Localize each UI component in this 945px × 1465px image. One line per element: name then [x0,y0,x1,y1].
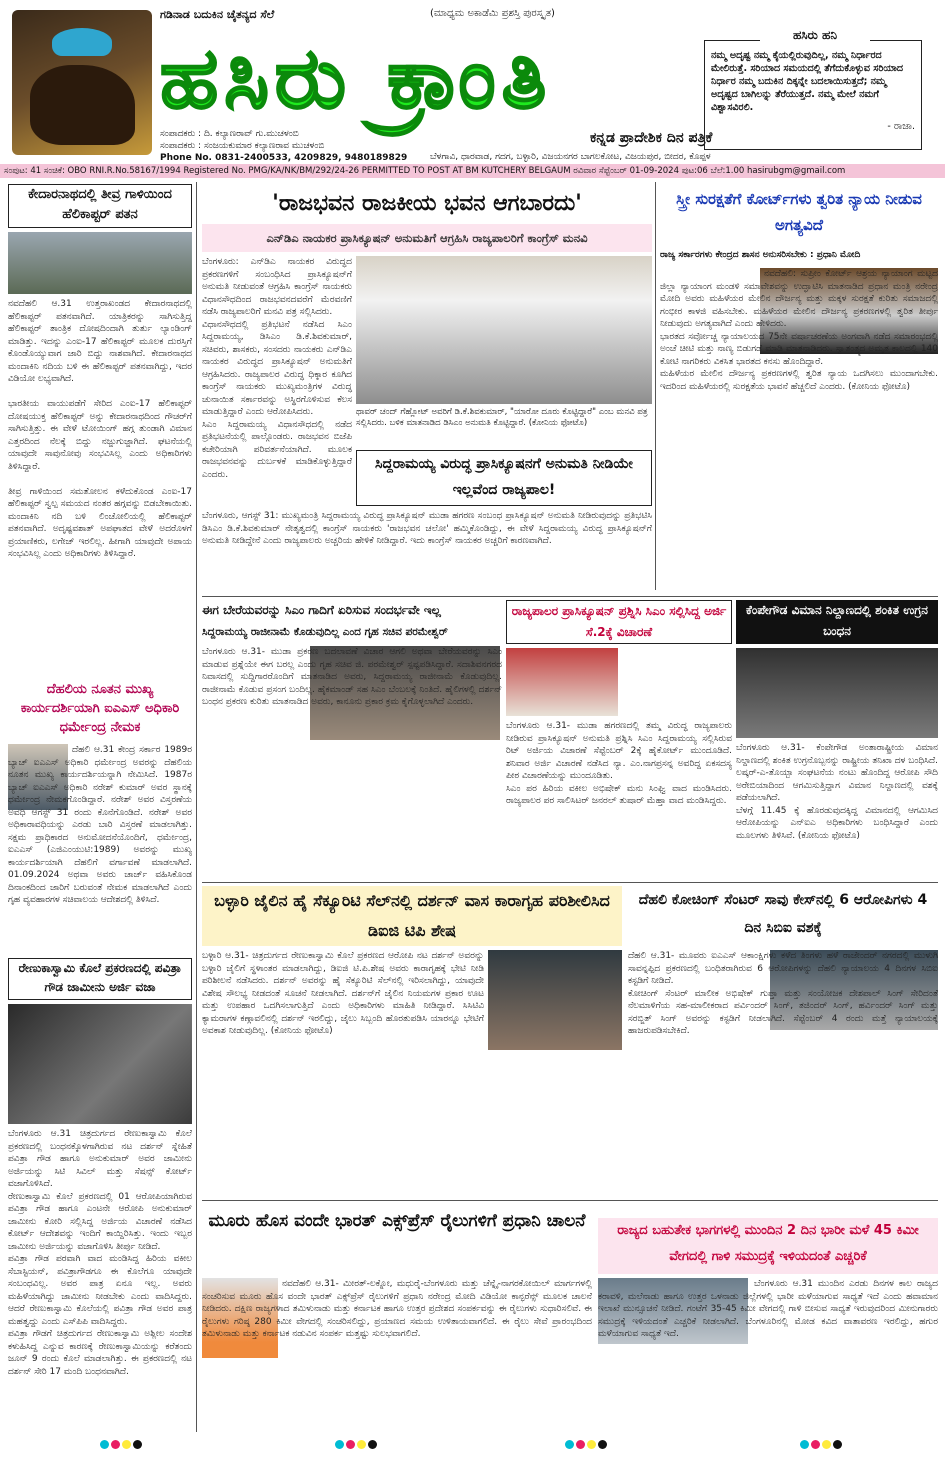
editor-line: ಸಂಪಾದಕರು : ದಿ. ಕಲ್ಯಾಣರಾವ್ ಗು.ಮುಚಳಂಬಿ [160,129,299,139]
thought-author: - ರಾಜಾ. [887,121,915,132]
vande-bharat-article: ನವದೆಹಲಿ ಆ.31- ಮೀರತ್-ಲಕ್ನೋ, ಮಧುರೈ-ಬೆಂಗಳೂರು ಮತ್ತು ಚೆನ್ನೈ-ನಾಗರಕೋಯಿಲ್ ಮಾರ್ಗಗಳಲ್ಲಿ ಸಂಚರಿಸುವ ಮೂರು ಹೊಸ ವಂದೇ ಭಾರತ್ ಎಕ್ಸ್‌ಪ್ರೆಸ್ ರೈಲುಗಳಿಗೆ ಪ್ರಧಾನಿ ನರೇಂದ್ರ ಮೋದಿ ವಿಡಿಯೋ ಕಾನ್ಫರೆನ್ಸ್ ಮೂಲಕ ಚಾಲನೆ ನೀಡಿದರು. ದಕ್ಷಿಣ ರಾಜ್ಯಗಳಾದ ತಮಿಳುನಾಡು ಮತ್ತು ಕರ್ನಾಟಕ ಹಾಗೂ ಉತ್ತರ ಪ್ರದೇಶದ ಸಂಪರ್ಕವನ್ನು ಈ ರೈಲುಗಳು ಸುಧಾರಿಸಲಿವೆ. ಈ ರೈಲುಗಳು ಗರಿಷ್ಠ 280 ಕಿಮೀ ವೇಗದಲ್ಲಿ ಸಂಚರಿಸಲಿದ್ದು, ಪ್ರಯಾಣದ ಸಮಯ ಉಳಿತಾಯವಾಗಲಿದೆ. ಈ ರೈಲು ಸೇವೆ ಪ್ರಾರಂಭದಿಂದ ತಮಿಳುನಾಡು ಮತ್ತು ಕರ್ನಾಟಕ ನಡುವಿನ ಸಂಪರ್ಕ ಮತ್ತಷ್ಟು ಸುಲಭವಾಗಲಿದೆ. [202,1279,592,1339]
darshan-jail-article: ಬಳ್ಳಾರಿ ಆ.31- ಚಿತ್ರದುರ್ಗದ ರೇಣುಕಾಸ್ವಾಮಿ ಕೊಲೆ ಪ್ರಕರಣದ ಆರೋಪಿ ನಟ ದರ್ಶನ್ ಅವರನ್ನು ಬಳ್ಳಾರಿ ಜೈಲಿಗೆ ಸ್ಥಳಾಂತರ ಮಾಡಲಾಗಿದ್ದು, ಡಿಐಜಿ ಟಿ.ಪಿ.ಶೇಷ ಅವರು ಕಾರಾಗೃಹಕ್ಕೆ ಭೇಟಿ ನೀಡಿ ಪರಿಶೀಲನೆ ನಡೆಸಿದರು. ದರ್ಶನ್ ಅವರನ್ನು ಹೈ ಸೆಕ್ಯೂರಿಟಿ ಸೆಲ್‌ನಲ್ಲಿ ಇರಿಸಲಾಗಿದ್ದು, ಯಾವುದೇ ವಿಶೇಷ ಸೌಲಭ್ಯ ನೀಡದಂತೆ ಸೂಚನೆ ನೀಡಲಾಗಿದೆ. ದರ್ಶನ್‌ಗೆ ಜೈಲಿನ ನಿಯಮಗಳ ಪ್ರಕಾರ ಊಟ ಮತ್ತು ಉಪಹಾರ ಒದಗಿಸಲಾಗುತ್ತಿದೆ ಎಂದು ಅಧಿಕಾರಿಗಳು ಮಾಹಿತಿ ನೀಡಿದ್ದಾರೆ. ಸಿಸಿಟಿವಿ ಕ್ಯಾಮರಾಗಳ ಕಣ್ಗಾವಲಿನಲ್ಲಿ ದರ್ಶನ್ ಇರಲಿದ್ದು, ಜೈಲು ಸಿಬ್ಬಂದಿ ಹೊರತುಪಡಿಸಿ ಯಾರನ್ನೂ ಭೇಟಿಗೆ ಅವಕಾಶ ನೀಡುವುದಿಲ್ಲ. (ಕೋನಿಯ ಫೋಟೊ) [202,951,484,1036]
parameshwar-article: ಬೆಂಗಳೂರು ಆ.31- ಮುಡಾ ಪ್ರಕರಣ ಬದಲಾವಣೆ ವಿಚಾರ ಆಗಲಿ ಅಥವಾ ಬೇರೆಯವರನ್ನು ಸಿಎಂ ಮಾಡುವ ಪ್ರಶ್ನೆಯೇ ಈಗ ಬರಲ್ಲ ಎಂದು ಗೃಹ ಸಚಿವ ಜಿ. ಪರಮೇಶ್ವರ್ ಸ್ಪಷ್ಟಪಡಿಸಿದ್ದಾರೆ. ಸದಾಶಿವನಗರದ ನಿವಾಸದಲ್ಲಿ ಸುದ್ದಿಗಾರರೊಂದಿಗೆ ಮಾತನಾಡಿದ ಅವರು, ಸಿದ್ದರಾಮಯ್ಯ ರಾಜೀನಾಮೆ ಕೊಡುವುದಿಲ್ಲ. ರಾಜೀನಾಮೆ ಕೊಡುವ ಪ್ರಸಂಗ ಬಂದಿಲ್ಲ. ಹೈಕಮಾಂಡ್ ಸಹ ಸಿಎಂ ಬೆಂಬಲಕ್ಕೆ ನಿಂತಿದೆ. ಹೈಲಿಗಳಲ್ಲಿ ದರ್ಶನ್ ಬಂಧನ ಪ್ರಕರಣ ಕುರಿತು ಮಾತನಾಡಿದ ಅವರು, ಕಾನೂನು ಪ್ರಕಾರ ಕ್ರಮ ಕೈಗೊಳ್ಳಲಾಗಿದೆ ಎಂದರು. [202,647,502,707]
cyan-dot [100,1440,109,1449]
thought-text: ನಮ್ಮ ಅದೃಷ್ಟ ನಮ್ಮ ಕೈಯಲ್ಲಿರುವುದಿಲ್ಲ, ನಮ್ಮ ನಿರ್ಧಾರದ ಮೇಲಿರುತ್ತೆ. ಸರಿಯಾದ ಸಮಯದಲ್ಲಿ ತೆಗೆದುಕೊಳ್ಳುವ ಸರಿಯಾದ ನಿರ್ಧಾರ ನಮ್ಮ ಬದುಕಿನ ದಿಕ್ಕನ್ನೇ ಬದಲಾಯಿಸುತ್ತದೆ; ನಮ್ಮ ಅದೃಷ್ಟದ ಬಾಗಿಲನ್ನು ತೆರೆಯುತ್ತದೆ. ನಮ್ಮ ಮೇಲೆ ನಮಗೆ ವಿಶ್ವಾಸವಿರಲಿ. [711,50,904,113]
registration-marks [100,1440,142,1450]
phone-line: Phone No. 0831-2400533, 4209829, 9480189829 [160,153,408,163]
lead-subhead: ಎನ್‌ಡಿಎ ನಾಯಕರ ಪ್ರಾಸಿಕ್ಯೂಷನ್ ಅನುಮತಿಗೆ ಆಗ್ರಹಿಸಿ ರಾಜ್ಯಪಾಲರಿಗೆ ಕಾಂಗ್ರೆಸ್ ಮನವಿ [202,224,652,252]
lead-article: ಬೆಂಗಳೂರು: ಎನ್‌ಡಿಎ ನಾಯಕರ ವಿರುದ್ಧದ ಪ್ರಕರಣಗಳಿಗೆ ಸಂಬಂಧಿಸಿದ ಪ್ರಾಸಿಕ್ಯೂಷನ್‌ಗೆ ಅನುಮತಿ ನೀಡುವಂತೆ ಆಗ್ರಹಿಸಿ ಕಾಂಗ್ರೆಸ್ ನಾಯಕರು ವಿಧಾನಸೌಧದಿಂದ ರಾಜಭವನದವರೆಗೆ ಮೆರವಣಿಗೆ ನಡೆಸಿ ರಾಜ್ಯಪಾಲರಿಗೆ ಮನವಿ ಪತ್ರ ಸಲ್ಲಿಸಿದರು. ವಿಧಾನಸೌಧದಲ್ಲಿ ಪ್ರತಿಭಟನೆ ನಡೆಸಿದ ಸಿಎಂ ಸಿದ್ದರಾಮಯ್ಯ, ಡಿಸಿಎಂ ಡಿ.ಕೆ.ಶಿವಕುಮಾರ್, ಸಚಿವರು, ಶಾಸಕರು, ಸಂಸದರು ನಾಯಕರು ಎನ್‌ಡಿಎ ನಾಯಕರ ವಿರುದ್ಧದ ಪ್ರಾಸಿಕ್ಯೂಷನ್ ಅನುಮತಿಗೆ ಆಗ್ರಹಿಸಿದರು. ರಾಜ್ಯಪಾಲರ ವಿರುದ್ಧ ಧಿಕ್ಕಾರ ಕೂಗಿದ ಕಾಂಗ್ರೆಸ್ ನಾಯಕರು ಮುಖ್ಯಮಂತ್ರಿಗಳ ವಿರುದ್ಧ ಚುನಾಯಿತ ಸರ್ಕಾರವನ್ನು ಅಸ್ಥಿರಗೊಳಿಸುವ ಕೆಲಸ ಮಾಡುತ್ತಿದ್ದಾರೆ ಎಂದು ಆರೋಪಿಸಿದರು. ಸಿಎಂ ಸಿದ್ದರಾಮಯ್ಯ ವಿಧಾನಸೌಧದಲ್ಲಿ ನಡೆದ ಪ್ರತಿಭಟನೆಯಲ್ಲಿ ಪಾಲ್ಗೊಂಡರು. ರಾಜಭವನ ಬಿಜೆಪಿ ಕಚೇರಿಯಾಗಿ ಪರಿವರ್ತನೆಯಾಗಿದೆ. ಮೂಲಕ ರಾಜಭವನವನ್ನು ದುರ್ಬಳಕೆ ಮಾಡಿಕೊಳ್ಳುತ್ತಿದ್ದಾರೆ ಎಂದರು. [202,257,352,480]
section-divider [202,1200,938,1201]
magenta-dot [111,1440,120,1449]
masthead-tagline: ಗಡಿನಾಡ ಬದುಕಿನ ಚೈತನ್ಯದ ಸೆಲೆ [160,8,275,21]
darshan-jail-headline: ಬಳ್ಳಾರಿ ಜೈಲಿನ ಹೈ ಸೆಕ್ಯೂರಿಟಿ ಸೆಲ್‌ನಲ್ಲಿ ದರ್ಶನ್ ವಾಸ ಕಾರಾಗೃಹ ಪರಿಶೀಲಿಸಿದ ಡಿಐಜಿ ಟಿಪಿ ಶೇಷ [202,886,622,946]
newspaper-title: ಹಸಿರು ಕ್ರಾಂತಿ [160,29,553,127]
coaching-centre-article: ದೆಹಲಿ ಆ.31- ಮೂವರು ಐಎಎಸ್ ಆಕಾಂಕ್ಷಿಗಳು ಕಳೆದ ತಿಂಗಳು ಹಳೆ ರಾಜೇಂದರ್ ನಗರದಲ್ಲಿ ಮುಳುಗಿ ಸಾವನ್ನಪ್ಪಿದ ಪ್ರಕರಣದಲ್ಲಿ ಬಂಧಿತರಾಗಿರುವ 6 ಆರೋಪಿಗಳನ್ನು ದೆಹಲಿ ನ್ಯಾಯಾಲಯ 4 ದಿನಗಳ ಸಿಬಿಐ ಕಸ್ಟಡಿಗೆ ನೀಡಿದೆ. ಕೋಚಿಂಗ್ ಸೆಂಟರ್ ಮಾಲೀಕ ಅಭಿಷೇಕ್ ಗುಪ್ತಾ ಮತ್ತು ಸಂಯೋಜಕ ದೇಶಪಾಲ್ ಸಿಂಗ್ ಸೇರಿದಂತೆ ನೆಲಮಾಳಿಗೆಯ ಸಹ-ಮಾಲೀಕರಾದ ಪರ್ವಿಂದರ್ ಸಿಂಗ್, ತಜಿಂದರ್ ಸಿಂಗ್, ಹರ್ವಿಂದರ್ ಸಿಂಗ್ ಮತ್ತು ಸರಬ್ಜಿತ್ ಸಿಂಗ್ ಅವರನ್ನು ಕಸ್ಟಡಿಗೆ ನೀಡಲಾಗಿದೆ. ಸೆಪ್ಟೆಂಬರ್ 4 ರಂದು ಮತ್ತೆ ನ್ಯಾಯಾಲಯಕ್ಕೆ ಹಾಜರುಪಡಿಸಬೇಕಿದೆ. [628,951,938,1036]
siddaramaiah-photo [506,648,618,716]
award-line: (ಮಾಧ್ಯಮ ಅಕಾಡೆಮಿ ಪ್ರಶಸ್ತಿ ಪುರಸ್ಕೃತ) [430,8,555,19]
delhi-cs-article: ದೆಹಲಿ ಆ.31 ಕೇಂದ್ರ ಸರ್ಕಾರ 1989ರ ಬ್ಯಾಚ್ ಐಎಎಸ್ ಅಧಿಕಾರಿ ಧರ್ಮೇಂದ್ರ ಅವರನ್ನು ದೆಹಲಿಯ ನೂತನ ಮುಖ್ಯ ಕಾರ್ಯದರ್ಶಿಯನ್ನಾಗಿ ನೇಮಿಸಿದೆ. 1987ರ ಬ್ಯಾಚ್ ಐಎಎಸ್ ಅಧಿಕಾರಿ ನರೇಶ್ ಕುಮಾರ್ ಅವರ ಸ್ಥಾನಕ್ಕೆ ಧರ್ಮೇಂದ್ರ ನೇಮಕಗೊಂಡಿದ್ದಾರೆ. ನರೇಶ್ ಅವರ ವಿಸ್ತರಣೆಯ ಅವಧಿ ಆಗಸ್ಟ್ 31 ರಂದು ಕೊನೆಗೊಂಡಿದೆ. ನರೇಶ್ ಅವರ ಅಧಿಕಾರಾವಧಿಯನ್ನು ಎರಡು ಬಾರಿ ವಿಸ್ತರಣೆ ಮಾಡಲಾಗಿತ್ತು. ಸಕ್ಷಮ ಪ್ರಾಧಿಕಾರದ ಅನುಮೋದನೆಯೊಂದಿಗೆ, ಧರ್ಮೇಂದ್ರ, ಐಎಎಸ್ (ಎಜಿಎಂಯುಟಿ:1989) ಅವರನ್ನು ಮುಖ್ಯ ಕಾರ್ಯದರ್ಶಿಯಾಗಿ ದೆಹಲಿಗೆ ವರ್ಗಾವಣೆ ಮಾಡಲಾಗಿದೆ. 01.09.2024 ಅಥವಾ ಅವರು ಚಾರ್ಜ್ ವಹಿಸಿಕೊಂಡ ದಿನಾಂಕದಿಂದ ಜಾರಿಗೆ ಬರುವಂತೆ ನೇಮಕ ಮಾಡಲಾಗಿದೆ ಎಂದು ಗೃಹ ವ್ಯವಹಾರಗಳ ಸಚಿವಾಲಯ ಆದೇಶದಲ್ಲಿ ತಿಳಿಸಿದೆ. [8,745,192,905]
editor-block [160,128,407,164]
rain-article: ಬೆಂಗಳೂರು ಆ.31 ಮುಂದಿನ ಎರಡು ದಿನಗಳ ಕಾಲ ರಾಜ್ಯದ ಕರಾವಳಿ, ಮಲೆನಾಡು ಹಾಗೂ ಉತ್ತರ ಒಳನಾಡು ಜಿಲ್ಲೆಗಳಲ್ಲಿ ಭಾರೀ ಮಳೆಯಾಗುವ ಸಾಧ್ಯತೆ ಇದೆ ಎಂದು ಹವಾಮಾನ ಇಲಾಖೆ ಮುನ್ಸೂಚನೆ ನೀಡಿದೆ. ಗಂಟೆಗೆ 35-45 ಕಿಮೀ ವೇಗದಲ್ಲಿ ಗಾಳಿ ಬೀಸುವ ಸಾಧ್ಯತೆ ಇರುವುದರಿಂದ ಮೀನುಗಾರರು ಸಮುದ್ರಕ್ಕೆ ಇಳಿಯದಂತೆ ಎಚ್ಚರಿಕೆ ನೀಡಲಾಗಿದೆ. ಬೆಂಗಳೂರಿನಲ್ಲಿ ಮೋಡ ಕವಿದ ವಾತಾವರಣ ಇರಲಿದ್ದು, ಹಗುರ ಮಳೆಯಾಗುವ ಸಾಧ್ಯತೆ ಇದೆ. [598,1279,938,1339]
helicopter-headline: ಕೇದಾರನಾಥದಲ್ಲಿ ತೀವ್ರ ಗಾಳಿಯಿಂದ ಹೆಲಿಕಾಪ್ಟರ್ ಪತನ [8,184,192,228]
pavitra-bail-headline: ರೇಣುಕಾಸ್ವಾಮಿ ಕೊಲೆ ಪ್ರಕರಣದಲ್ಲಿ ಪವಿತ್ರಾ ಗೌಡ ಜಾಮೀನು ಅರ್ಜಿ ವಜಾ [8,958,192,1000]
nia-photo [736,648,938,738]
women-safety-article: ನವದೆಹಲಿ: ಸುಪ್ರೀಂ ಕೋರ್ಟ್ ಆಶ್ರಯ ನ್ಯಾಯಾಂಗ ಮಟ್ಟದ ಜಿಲ್ಲಾ ನ್ಯಾಯಾಂಗ ಮಂಡಳಿ ಸಮಾವೇಶವನ್ನು ಉದ್ಘಾಟಿಸಿ ಮಾತನಾಡಿದ ಪ್ರಧಾನ ಮಂತ್ರಿ ನರೇಂದ್ರ ಮೋದಿ ಅವರು ಮಹಿಳೆಯರ ಮೇಲಿನ ದೌರ್ಜನ್ಯ ಮತ್ತು ಮಕ್ಕಳ ಸುರಕ್ಷತೆ ಕುರಿತು ಸಮಾಜದಲ್ಲಿ ಗಂಭೀರ ಕಾಳಜಿ ವಹಿಸಬೇಕು. ಮಹಿಳೆಯರ ಮೇಲಿನ ದೌರ್ಜನ್ಯ ಪ್ರಕರಣಗಳಲ್ಲಿ ತ್ವರಿತ ತೀರ್ಪು ನೀಡುವುದು ಅಗತ್ಯವಾಗಿದೆ ಎಂದು ಹೇಳಿದರು. ಭಾರತದ ಸರ್ವೋಚ್ಚ ನ್ಯಾಯಾಲಯದ 75ನೇ ವರ್ಷಾಚರಣೆಯ ಅಂಗವಾಗಿ ನಡೆದ ಸಮಾರಂಭದಲ್ಲಿ ಅಂಚೆ ಚೀಟಿ ಮತ್ತು ನಾಣ್ಯ ಬಿಡುಗಡೆ ಮಾಡಿ ಮಾತನಾಡಿದರು. ಸ್ವಾತಂತ್ರ್ಯದ ಅಮೃತ ಕಾಲದಲ್ಲಿ 140 ಕೋಟಿ ನಾಗರಿಕರು ವಿಕಸಿತ ಭಾರತದ ಕನಸು ಹೊಂದಿದ್ದಾರೆ. ಮಹಿಳೆಯರ ಮೇಲಿನ ದೌರ್ಜನ್ಯ ಪ್ರಕರಣಗಳಲ್ಲಿ ತ್ವರಿತ ನ್ಯಾಯ ಒದಗಿಸಲು ಮುಂದಾಗಬೇಕು. ಇದರಿಂದ ಮಹಿಳೆಯರಲ್ಲಿ ಸುರಕ್ಷತೆಯ ಭಾವನೆ ಹೆಚ್ಚಲಿದೆ ಎಂದರು. (ಕೋನಿಯ ಫೋಟೊ) [660,269,938,392]
yellow-dot [122,1440,131,1449]
helicopter-article: ನವದೆಹಲಿ ಆ.31 ಉತ್ತರಾಖಂಡದ ಕೇದಾರನಾಥದಲ್ಲಿ ಹೆಲಿಕಾಪ್ಟರ್ ಪತನವಾಗಿದೆ. ಯಾತ್ರಿಕರನ್ನು ಸಾಗಿಸುತ್ತಿದ್ದ ಹೆಲಿಕಾಪ್ಟರ್ ತಾಂತ್ರಿಕ ದೋಷದಿಂದಾಗಿ ತುರ್ತು ಲ್ಯಾಂಡಿಂಗ್ ಮಾಡಿತ್ತು. ಇದನ್ನು ಎಂಐ-17 ಹೆಲಿಕಾಪ್ಟರ್ ಮೂಲಕ ದುರಸ್ತಿಗೆ ಕೊಂಡೊಯ್ಯುವಾಗ ಜಾರಿ ಬಿದ್ದು ನಾಶವಾಗಿದೆ. ಕೇದಾರನಾಥದ ಮಂದಾಕಿನಿ ನದಿಯ ಬಳಿ ಈ ಹೆಲಿಕಾಪ್ಟರ್ ಪತನವಾಗಿದ್ದು, ಇದರ ವಿಡಿಯೋ ಲಭ್ಯವಾಗಿದೆ. ಭಾರತೀಯ ವಾಯುಪಡೆಗೆ ಸೇರಿದ ಎಂಐ-17 ಹೆಲಿಕಾಪ್ಟರ್ ದೋಷಯುಕ್ತ ಹೆಲಿಕಾಪ್ಟರ್ ಅನ್ನು ಕೇದಾರನಾಥದಿಂದ ಗೌಚರ್‌ಗೆ ಸಾಗಿಸುತ್ತಿತ್ತು. ಈ ವೇಳೆ ಟೋಯಿಂಗ್ ಹಗ್ಗ ತುಂಡಾಗಿ ವಿಮಾನ ಎತ್ತರದಿಂದ ನೆಲಕ್ಕೆ ಬಿದ್ದು ನಜ್ಜುಗುಜ್ಜಾಗಿದೆ. ಘಟನೆಯಲ್ಲಿ ಯಾವುದೇ ಸಾವುನೋವು ಸಂಭವಿಸಿಲ್ಲ ಎಂದು ಅಧಿಕಾರಿಗಳು ತಿಳಿಸಿದ್ದಾರೆ. ತೀವ್ರ ಗಾಳಿಯಿಂದ ಸಮತೋಲನ ಕಳೆದುಕೊಂಡ ಎಂಐ-17 ಹೆಲಿಕಾಪ್ಟರ್ ಸ್ವಲ್ಪ ಸಮಯದ ನಂತರ ಹಗ್ಗವನ್ನು ಬಿಡಬೇಕಾಯಿತು. ಮಂದಾಕಿನಿ ನದಿ ಬಳಿ ಲಿಂಚೋಲಿಯಲ್ಲಿ ಹೆಲಿಕಾಪ್ಟರ್ ಪತನವಾಗಿದೆ. ಅದೃಷ್ಟವಶಾತ್ ಅಪಘಾತದ ವೇಳೆ ಅದರೊಳಗೆ ಪ್ರಯಾಣಿಕರು, ಲಗೇಜ್ ಇರಲಿಲ್ಲ. ಹೀಗಾಗಿ ಯಾವುದೇ ಅಪಾಯ ಸಂಭವಿಸಿಲ್ಲ ಎಂದು ಅಧಿಕಾರಿಗಳು ತಿಳಿಸಿದ್ದಾರೆ. [8,299,192,559]
horse-shape [30,65,135,145]
info-bar: ಸಂಪುಟ: 41 ಸಂಚಿಕೆ: OBO RNI.R.No.58167/1994 Registered No. PMG/KA/NK/BM/292/24-26 PERMITTED TO POST AT BM KUTCHERY BELGAUM ರವಿವಾರ ಸೆಪ್ಟೆಂಬರ್ 01-09-2024 ಪುಟ:06 ಬೆಲೆ:1.00 hasirubgm@gmail.com [0,164,945,178]
horse-rider-logo [12,10,152,155]
column-divider [196,182,197,1432]
black-dot [598,1440,607,1449]
vande-bharat-headline: ಮೂರು ಹೊಸ ವಂದೇ ಭಾರತ್ ಎಕ್ಸ್‌ಪ್ರೆಸ್ ರೈಲುಗಳಿಗೆ ಪ್ರಧಾನಿ ಚಾಲನೆ [208,1211,586,1231]
pavitra-bail-article: ಬೆಂಗಳೂರು ಆ.31 ಚಿತ್ರದುರ್ಗದ ರೇಣುಕಾಸ್ವಾಮಿ ಕೊಲೆ ಪ್ರಕರಣದಲ್ಲಿ ಬಂಧನಕ್ಕೊಳಗಾಗಿರುವ ನಟ ದರ್ಶನ್ ಸ್ನೇಹಿತೆ ಪವಿತ್ರಾ ಗೌಡ ಹಾಗೂ ಅನುಕುಮಾರ್ ಅವರ ಜಾಮೀನು ಅರ್ಜಿಯನ್ನು ಸಿಟಿ ಸಿವಿಲ್ ಮತ್ತು ಸೆಷನ್ಸ್ ಕೋರ್ಟ್ ವಜಾಗೊಳಿಸಿದೆ. ರೇಣುಕಾಸ್ವಾಮಿ ಕೊಲೆ ಪ್ರಕರಣದಲ್ಲಿ 01 ಆರೋಪಿಯಾಗಿರುವ ಪವಿತ್ರಾ ಗೌಡ ಹಾಗೂ ಎಂಟನೇ ಆರೋಪಿ ಅನುಕುಮಾರ್ ಜಾಮೀನು ಕೋರಿ ಸಲ್ಲಿಸಿದ್ದ ಅರ್ಜಿಯ ವಿಚಾರಣೆ ನಡೆಸಿದ ಕೋರ್ಟ್ ಆದೇಶವನ್ನು ಇಂದಿಗೆ ಕಾಯ್ದಿರಿಸಿತ್ತು. ಇಂದು ಇಬ್ಬರ ಜಾಮೀನು ಅರ್ಜಿಯನ್ನು ವಜಾಗೊಳಿಸಿ ತೀರ್ಪು ನೀಡಿದೆ. ಪವಿತ್ರಾ ಗೌಡ ಪರವಾಗಿ ವಾದ ಮಂಡಿಸಿದ್ದ ಹಿರಿಯ ವಕೀಲ ಸೆಬಾಸ್ಟಿಯನ್, ಪವಿತ್ರಾಗೌಡಗೂ ಈ ಕೊಲೆಗೂ ಯಾವುದೇ ಸಂಬಂಧವಿಲ್ಲ. ಅವರ ಪಾತ್ರ ಏನೂ ಇಲ್ಲ. ಅವರು ಮಹಿಳೆಯಾಗಿದ್ದು ಜಾಮೀನು ನೀಡಬೇಕು ಎಂದು ವಾದಿಸಿದ್ದರು. ಆದರೆ ರೇಣುಕಾಸ್ವಾಮಿ ಕೊಲೆಯಲ್ಲಿ ಪವಿತ್ರಾ ಗೌಡ ಅವರ ಪಾತ್ರ ಮಹತ್ವದ್ದು ಎಂದು ಎಸ್‌ಪಿಪಿ ವಾದಿಸಿದ್ದರು. ಪವಿತ್ರಾ ಗೌಡಗೆ ಚಿತ್ರದುರ್ಗದ ರೇಣುಕಾಸ್ವಾಮಿ ಅಶ್ಲೀಲ ಸಂದೇಶ ಕಳುಹಿಸಿದ್ದ ಎನ್ನುವ ಕಾರಣಕ್ಕೆ ರೇಣುಕಾಸ್ವಾಮಿಯನ್ನು ಕರೆತಂದು ಜೂನ್ 9 ರಂದು ಕೊಲೆ ಮಾಡಲಾಗಿತ್ತು. ಈ ಪ್ರಕರಣದಲ್ಲಿ ನಟ ದರ್ಶನ್ ಸೇರಿ 17 ಮಂದಿ ಬಂಧನವಾಗಿದೆ. [8,1129,192,1377]
rider-figure [52,28,112,56]
rajbhavan-photo [356,256,652,404]
delhi-cs-headline: ದೆಹಲಿಯ ನೂತನ ಮುಖ್ಯ ಕಾರ್ಯದರ್ಶಿಯಾಗಿ ಐಎಎಸ್ ಅಧಿಕಾರಿ ಧರ್ಮೇಂದ್ರ ನೇಮಕ [20,682,180,735]
high-court-article: ಬೆಂಗಳೂರು ಆ.31- ಮುಡಾ ಹಗರಣದಲ್ಲಿ ತಮ್ಮ ವಿರುದ್ಧ ರಾಜ್ಯಪಾಲರು ನೀಡಿರುವ ಪ್ರಾಸಿಕ್ಯೂಷನ್ ಅನುಮತಿ ಪ್ರಶ್ನಿಸಿ ಸಿಎಂ ಸಿದ್ದರಾಮಯ್ಯ ಸಲ್ಲಿಸಿರುವ ರಿಟ್ ಅರ್ಜಿಯ ವಿಚಾರಣೆ ಸೆಪ್ಟೆಂಬರ್ 2ಕ್ಕೆ ಹೈಕೋರ್ಟ್ ಮುಂದೂಡಿದೆ. ಶನಿವಾರ ಅರ್ಜಿ ವಿಚಾರಣೆ ನಡೆಸಿದ ನ್ಯಾ. ಎಂ.ನಾಗಪ್ರಸನ್ನ ಅವರಿದ್ದ ಏಕಸದಸ್ಯ ಪೀಠ ವಿಚಾರಣೆಯನ್ನು ಮುಂದೂಡಿತು. ಸಿಎಂ ಪರ ಹಿರಿಯ ವಕೀಲ ಅಭಿಷೇಕ್ ಮನು ಸಿಂಘ್ವಿ ವಾದ ಮಂಡಿಸಿದರು. ರಾಜ್ಯಪಾಲರ ಪರ ಸಾಲಿಸಿಟರ್ ಜನರಲ್ ತುಷಾರ್ ಮೆಹ್ತಾ ವಾದ ಮಂಡಿಸಿದ್ದರು. [506,721,732,806]
thought-box [704,40,922,150]
parameshwar-subhead: ಸಿದ್ದರಾಮಯ್ಯ ರಾಜೀನಾಮೆ ಕೊಡುವುದಿಲ್ಲ ಎಂದ ಗೃಹ ಸಚಿವ ಪರಮೇಶ್ವರ್ [202,626,448,638]
governor-article: ಬೆಂಗಳೂರು, ಆಗಸ್ಟ್ 31: ಮುಖ್ಯಮಂತ್ರಿ ಸಿದ್ದರಾಮಯ್ಯ ವಿರುದ್ಧ ಪ್ರಾಸಿಕ್ಯೂಷನ್ ಮುಡಾ ಹಗರಣ ಸಂಬಂಧ ಪ್ರಾಸಿಕ್ಯೂಷನ್ ಅನುಮತಿ ನೀಡಿರುವುದನ್ನು ಪ್ರತಿಭಟಿಸಿ ಡಿಸಿಎಂ ಡಿ.ಕೆ.ಶಿವಕುಮಾರ್ ನೇತೃತ್ವದಲ್ಲಿ ಕಾಂಗ್ರೆಸ್ ನಾಯಕರು 'ರಾಜಭವನ ಚಲೋ' ಹಮ್ಮಿಕೊಂಡಿದ್ದು, ಈ ವೇಳೆ ಸಿದ್ದರಾಮಯ್ಯ ವಿರುದ್ಧ ಪ್ರಾಸಿಕ್ಯೂಷನ್‌ಗೆ ಅನುಮತಿ ನೀಡಿದ್ದೇನೆ ಎಂದು ರಾಜ್ಯಪಾಲರು ಅಚ್ಚರಿಯ ಹೇಳಿಕೆ ನೀಡಿದ್ದಾರೆ. ಇದು ಕಾಂಗ್ರೆಸ್ ನಾಯಕರ ಅಚ್ಚರಿಗೆ ಕಾರಣವಾಗಿದೆ. [202,511,652,546]
black-dot [368,1440,377,1449]
registration-marks [800,1440,842,1450]
darshan-photo [488,950,622,1050]
regions-line: ಬೆಳಗಾವಿ, ಧಾರವಾಡ, ಗದಗ, ಬಳ್ಳಾರಿ, ವಿಜಯನಗರ ಬಾಗಲಕೋಟ, ವಿಜಯಪುರ, ಬೀದರ, ಕೊಪ್ಪಳ [430,152,711,162]
registration-marks [565,1440,607,1450]
black-dot [833,1440,842,1449]
terror-headline: ಕೆಂಪೇಗೌಡ ವಿಮಾನ ನಿಲ್ದಾಣದಲ್ಲಿ ಶಂಕಿತ ಉಗ್ರನ ಬಂಧನ [736,600,938,644]
rain-headline: ರಾಜ್ಯದ ಬಹುತೇಕ ಭಾಗಗಳಲ್ಲಿ ಮುಂದಿನ 2 ದಿನ ಭಾರೀ ಮಳೆ 45 ಕಿಮೀ ವೇಗದಲ್ಲಿ ಗಾಳಿ ಸಮುದ್ರಕ್ಕೆ ಇಳಿಯದಂತೆ ಎಚ್ಚರಿಕೆ [598,1218,938,1274]
lead-photo-caption: ಥಾವರ್ ಚಂದ್ ಗೆಹ್ಲೋಟ್ ಅವರಿಗೆ ಡಿ.ಕೆ.ಶಿವಕುಮಾರ್, "ಯಾರೋ ದೂರು ಕೊಟ್ಟಿದ್ದಾರೆ" ಎಂಬ ಮನವಿ ಪತ್ರ ಸಲ್ಲಿಸಿದರು. ಬಳಿಕ ಮಾತನಾಡಿದ ಡಿಸಿಎಂ ಅನುಮತಿ ಕೊಟ್ಟಿದ್ದಾರೆ. (ಕೋನಿಯ ಫೋಟೊ) [356,407,648,428]
thought-heading: ಹಸಿರು ಹನಿ [760,28,870,43]
parameshwar-headline: ಈಗ ಬೇರೆಯವರನ್ನು ಸಿಎಂ ಗಾದಿಗೆ ಏರಿಸುವ ಸಂದರ್ಭವೇ ಇಲ್ಲ [202,603,441,617]
women-safety-subhead: ರಾಜ್ಯ ಸರ್ಕಾರಗಳು ಕೇಂದ್ರದ ಶಾಸನ ಅನುಸರಿಸಬೇಕು : ಪ್ರಧಾನಿ ಮೋದಿ [660,250,861,260]
black-dot [133,1440,142,1449]
magenta-dot [576,1440,585,1449]
yellow-dot [822,1440,831,1449]
coaching-centre-headline: ದೆಹಲಿ ಕೋಚಿಂಗ್ ಸೆಂಟರ್ ಸಾವು ಕೇಸ್‌ನಲ್ಲಿ 6 ಆರೋಪಿಗಳು 4 ದಿನ ಸಿಬಿಐ ವಶಕ್ಕೆ [638,892,928,936]
pavitra-photo [8,1004,192,1124]
governor-headline: ಸಿದ್ದರಾಮಯ್ಯ ವಿರುದ್ಧ ಪ್ರಾಸಿಕ್ಯೂಷನ‌ಗೆ ಅನುಮತಿ ನೀಡಿಯೇ ಇಲ್ಲವೆಂದ ರಾಜ್ಯಪಾಲ! [356,450,652,506]
magenta-dot [346,1440,355,1449]
column-divider [655,182,656,590]
publisher-line: ಸಂಪಾದಕರು : ಸಂಜಯಕುಮಾರ ಕಲ್ಯಾಣರಾವ ಮುಚಳಂಬಿ [160,141,325,151]
section-divider [202,596,938,597]
terror-article: ಬೆಂಗಳೂರು ಆ.31- ಕೆಂಪೇಗೌಡ ಅಂತಾರಾಷ್ಟ್ರೀಯ ವಿಮಾನ ನಿಲ್ದಾಣದಲ್ಲಿ ಶಂಕಿತ ಉಗ್ರನೊಬ್ಬನನ್ನು ರಾಷ್ಟ್ರೀಯ ತನಿಖಾ ದಳ ಬಂಧಿಸಿದೆ. ಲಷ್ಕರ್-ಎ-ತೊಯ್ಬಾ ಸಂಘಟನೆಯ ನಂಟು ಹೊಂದಿದ್ದ ಆರೋಪಿ ಸೌದಿ ಅರೇಬಿಯಾದಿಂದ ಆಗಮಿಸುತ್ತಿದ್ದಾಗ ವಿಮಾನ ನಿಲ್ದಾಣದಲ್ಲಿ ವಶಕ್ಕೆ ಪಡೆಯಲಾಗಿದೆ. ಬೆಳಗ್ಗೆ 11.45 ಕ್ಕೆ ಹೊರಡುವುದಕ್ಕಿದ್ದ ವಿಮಾನದಲ್ಲಿ ಆಗಮಿಸಿದ ಆರೋಪಿಯನ್ನು ಎನ್‌ಐಎ ಅಧಿಕಾರಿಗಳು ಬಂಧಿಸಿದ್ದಾರೆ ಎಂದು ಮೂಲಗಳು ತಿಳಿಸಿವೆ. (ಕೋನಿಯ ಫೋಟೊ) [736,743,938,841]
cyan-dot [565,1440,574,1449]
women-safety-headline: ಸ್ತ್ರೀ ಸುರಕ್ಷತೆಗೆ ಕೋರ್ಟ್‌ಗಳು ತ್ವರಿತ ನ್ಯಾಯ ನೀಡುವ ಅಗತ್ಯವಿದೆ [676,190,922,234]
lead-headline: 'ರಾಜಭವನ ರಾಜಕೀಯ ಭವನ ಆಗಬಾರದು' [272,191,582,216]
registration-marks [335,1440,377,1450]
helicopter-photo [8,232,192,294]
cyan-dot [335,1440,344,1449]
cyan-dot [800,1440,809,1449]
magenta-dot [811,1440,820,1449]
yellow-dot [357,1440,366,1449]
newspaper-subtitle: ಕನ್ನಡ ಪ್ರಾದೇಶಿಕ ದಿನ ಪತ್ರಿಕೆ [590,130,713,146]
section-divider [202,882,938,883]
yellow-dot [587,1440,596,1449]
high-court-headline: ರಾಜ್ಯಪಾಲರ ಪ್ರಾಸಿಕ್ಯೂಷನ್ ಪ್ರಶ್ನಿಸಿ ಸಿಎಂ ಸಲ್ಲಿಸಿದ್ದ ಅರ್ಜಿ ಸೆ.2ಕ್ಕೆ ವಿಚಾರಣೆ [506,600,732,644]
